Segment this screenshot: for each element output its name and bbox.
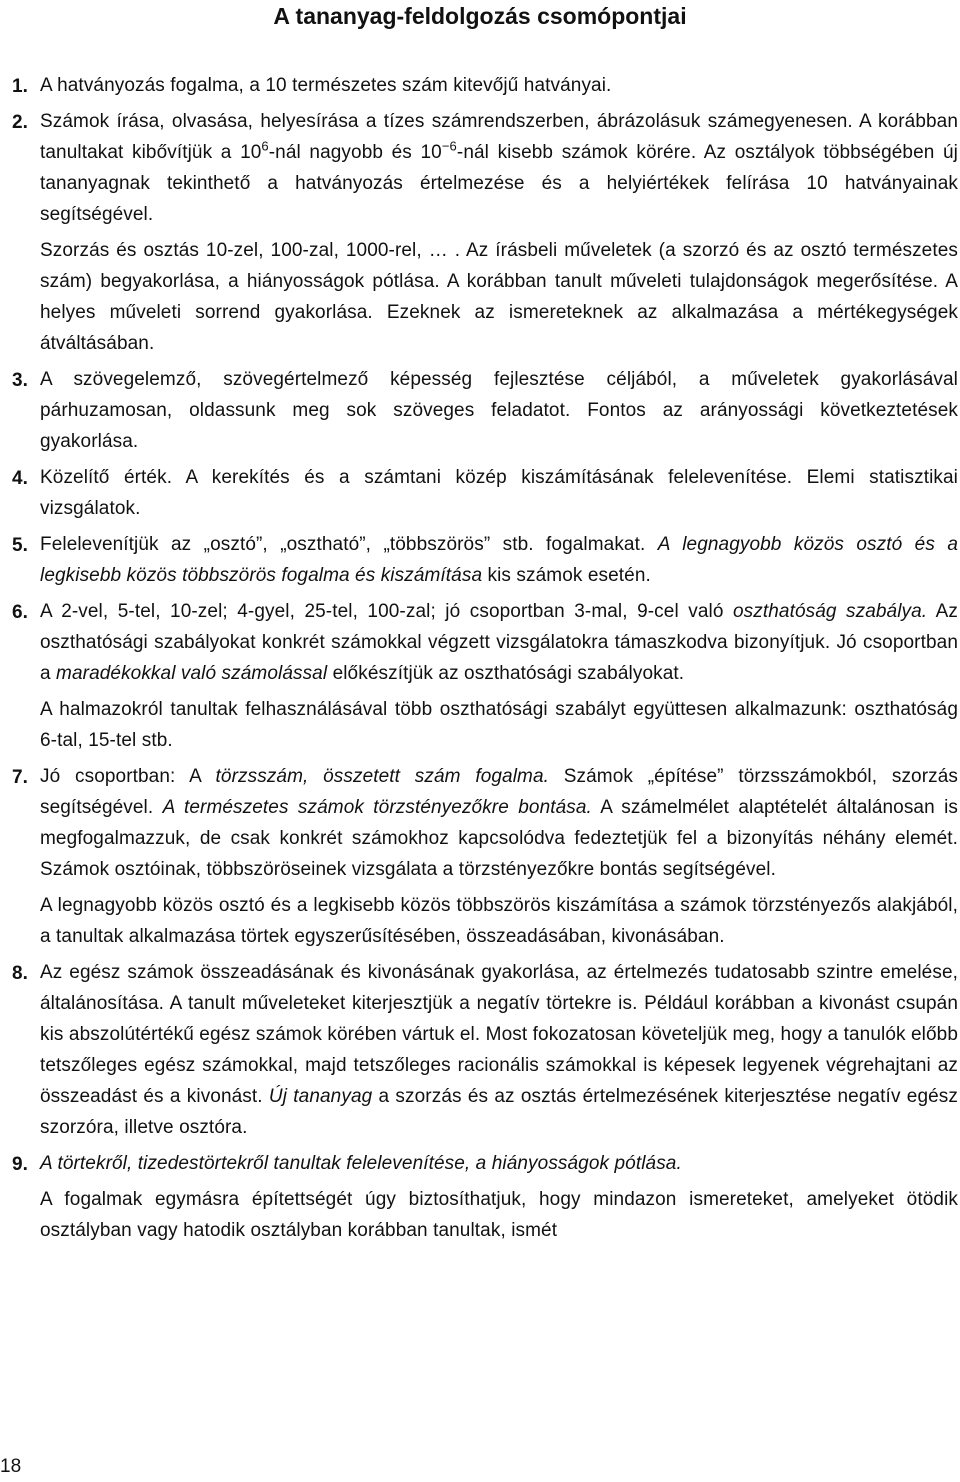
- text-run: A számelmélet alaptételét általánosan is megfogalmazzuk, de csak konkrét számokhoz kapcsolódva fedeztetjük fel a bizonyítás néhány elemét. Számok osztóinak, többszöröseinek vizsgálata a törzstényezőkre bontás segítségével.: [40, 797, 958, 880]
- text-run: A halmazokról tanultak felhasználásával több oszthatósági szabályt együttesen alkalmazunk: oszthatóság 6-tal, 15-tel stb.: [40, 699, 958, 751]
- text-run: Számok „építése” törzsszámokból, szorzás segítségével.: [40, 766, 959, 818]
- list-item: [12, 106, 958, 359]
- text-run: -nál kisebb számok körére. Az osztályok többségében új tananyagnak tekinthető a hatványozás értelmezése és a helyiértékek felírása 10 hatványainak segítségével.: [40, 142, 959, 225]
- item-paragraph: [40, 529, 958, 591]
- list-item: [12, 364, 958, 457]
- item-paragraph: [40, 1184, 958, 1246]
- item-number: 7.: [12, 767, 28, 788]
- text-run: A szövegelemző, szövegértelmező képesség fejlesztése céljából, a műveletek gyakorlásával párhuzamosan, oldassunk meg sok szöveges feladatot. Fontos az arányossági következtetések gyakorlása.: [40, 369, 958, 452]
- item-paragraph: [40, 70, 958, 101]
- item-paragraph: [40, 235, 958, 359]
- text-run: -nál nagyobb és 10: [268, 142, 442, 163]
- page-number: 18: [0, 1456, 22, 1477]
- item-paragraph: [40, 1148, 958, 1179]
- topic-list: [12, 70, 958, 1251]
- text-run: Közelítő érték. A kerekítés és a számtani közép kiszámításának felelevenítése. Elemi statisztikai vizsgálatok.: [40, 467, 958, 519]
- item-paragraph: [40, 890, 958, 952]
- list-item: [12, 957, 958, 1143]
- list-item: [12, 596, 958, 756]
- item-paragraph: [40, 761, 958, 885]
- text-run: A legnagyobb közös osztó és a legkisebb közös többszörös kiszámítása a számok törzstényezős alakjából, a tanultak alkalmazása törtek egyszerűsítésében, összeadásában, kivonásában.: [40, 895, 958, 947]
- item-paragraph: [40, 462, 958, 524]
- list-item: [12, 70, 958, 101]
- italic-text: A törtekről, tizedestörtekről tanultak felelevenítése, a hiányosságok pótlása.: [40, 1153, 682, 1174]
- item-paragraph: [40, 596, 958, 689]
- list-item: [12, 1148, 958, 1246]
- item-number: 5.: [12, 535, 28, 556]
- text-run: A hatványozás fogalma, a 10 természetes szám kitevőjű hatványai.: [40, 75, 612, 96]
- item-paragraph: [40, 364, 958, 457]
- italic-text: A legnagyobb közös osztó és a legkisebb közös többszörös fogalma és kiszámítása: [40, 534, 958, 586]
- item-number: 3.: [12, 370, 28, 391]
- item-paragraph: [40, 106, 958, 230]
- item-number: 9.: [12, 1154, 28, 1175]
- page-title: A tananyag-feldolgozás csomópontjai: [273, 3, 687, 29]
- list-item: [12, 529, 958, 591]
- item-paragraph: [40, 694, 958, 756]
- italic-text: törzsszám, összetett szám fogalma.: [215, 766, 550, 787]
- text-run: kis számok esetén.: [482, 565, 651, 586]
- text-run: Felelevenítjük az „osztó”, „osztható”, „többszörös” stb. fogalmakat.: [40, 534, 658, 555]
- item-number: 1.: [12, 76, 28, 97]
- text-run: a szorzás és az osztás értelmezésének kiterjesztése negatív egész szorzóra, illetve osztóra.: [40, 1086, 958, 1138]
- exponent: 6: [261, 138, 269, 154]
- item-number: 2.: [12, 112, 28, 133]
- item-paragraph: [40, 957, 958, 1143]
- item-number: 8.: [12, 963, 28, 984]
- text-run: Jó csoportban: A: [40, 766, 216, 787]
- list-item: [12, 761, 958, 952]
- list-item: [12, 462, 958, 524]
- text-run: Az oszthatósági szabályokat konkrét számokkal végzett vizsgálatokra támaszkodva bizonyítjuk. Jó csoportban a: [40, 601, 958, 684]
- item-number: 6.: [12, 602, 28, 623]
- text-run: A 2-vel, 5-tel, 10-zel; 4-gyel, 25-tel, 100-zal; jó csoportban 3-mal, 9-cel való: [40, 601, 733, 622]
- italic-text: maradékokkal való számolással: [56, 663, 328, 684]
- italic-text: Új tananyag: [268, 1086, 373, 1107]
- italic-text: oszthatóság szabálya.: [732, 601, 928, 622]
- exponent: −6: [441, 138, 457, 154]
- italic-text: A természetes számok törzstényezőkre bontása.: [162, 797, 592, 818]
- text-run: Szorzás és osztás 10-zel, 100-zal, 1000-rel, … . Az írásbeli műveletek (a szorzó és az osztó természetes szám) begyakorlása, a hiányosságok pótlása. A korábban tanult műveleti tulajdonságok megerősítése. A helyes műveleti sorrend gyakorlása. Ezeknek az ismereteknek az alkalmazása a mértékegységek átváltásában.: [40, 240, 958, 354]
- text-run: Számok írása, olvasása, helyesírása a tízes számrendszerben, ábrázolásuk számegyenesen. A korábban tanultakat kibővítjük a 10: [40, 111, 958, 163]
- text-run: előkészítjük az oszthatósági szabályokat.: [327, 663, 685, 684]
- item-number: 4.: [12, 468, 28, 489]
- text-run: Az egész számok összeadásának és kivonásának gyakorlása, az értelmezés tudatosabb szintre emelése, általánosítása. A tanult műveleteket kiterjesztjük a negatív törtekre is. Például korábban a kivonást csupán kis abszolútértékű egész számok körében vártuk el. Most fokozatosan követeljük meg, hogy a tanulók előbb tetszőleges egész számokkal, majd tetszőleges racionális számokkal is képesek legyenek végrehajtani az összeadást és a kivonást.: [40, 962, 958, 1107]
- text-run: A fogalmak egymásra építettségét úgy biztosíthatjuk, hogy mindazon ismereteket, amelyeket ötödik osztályban vagy hatodik osztályban korábban tanultak, ismét: [40, 1189, 958, 1241]
